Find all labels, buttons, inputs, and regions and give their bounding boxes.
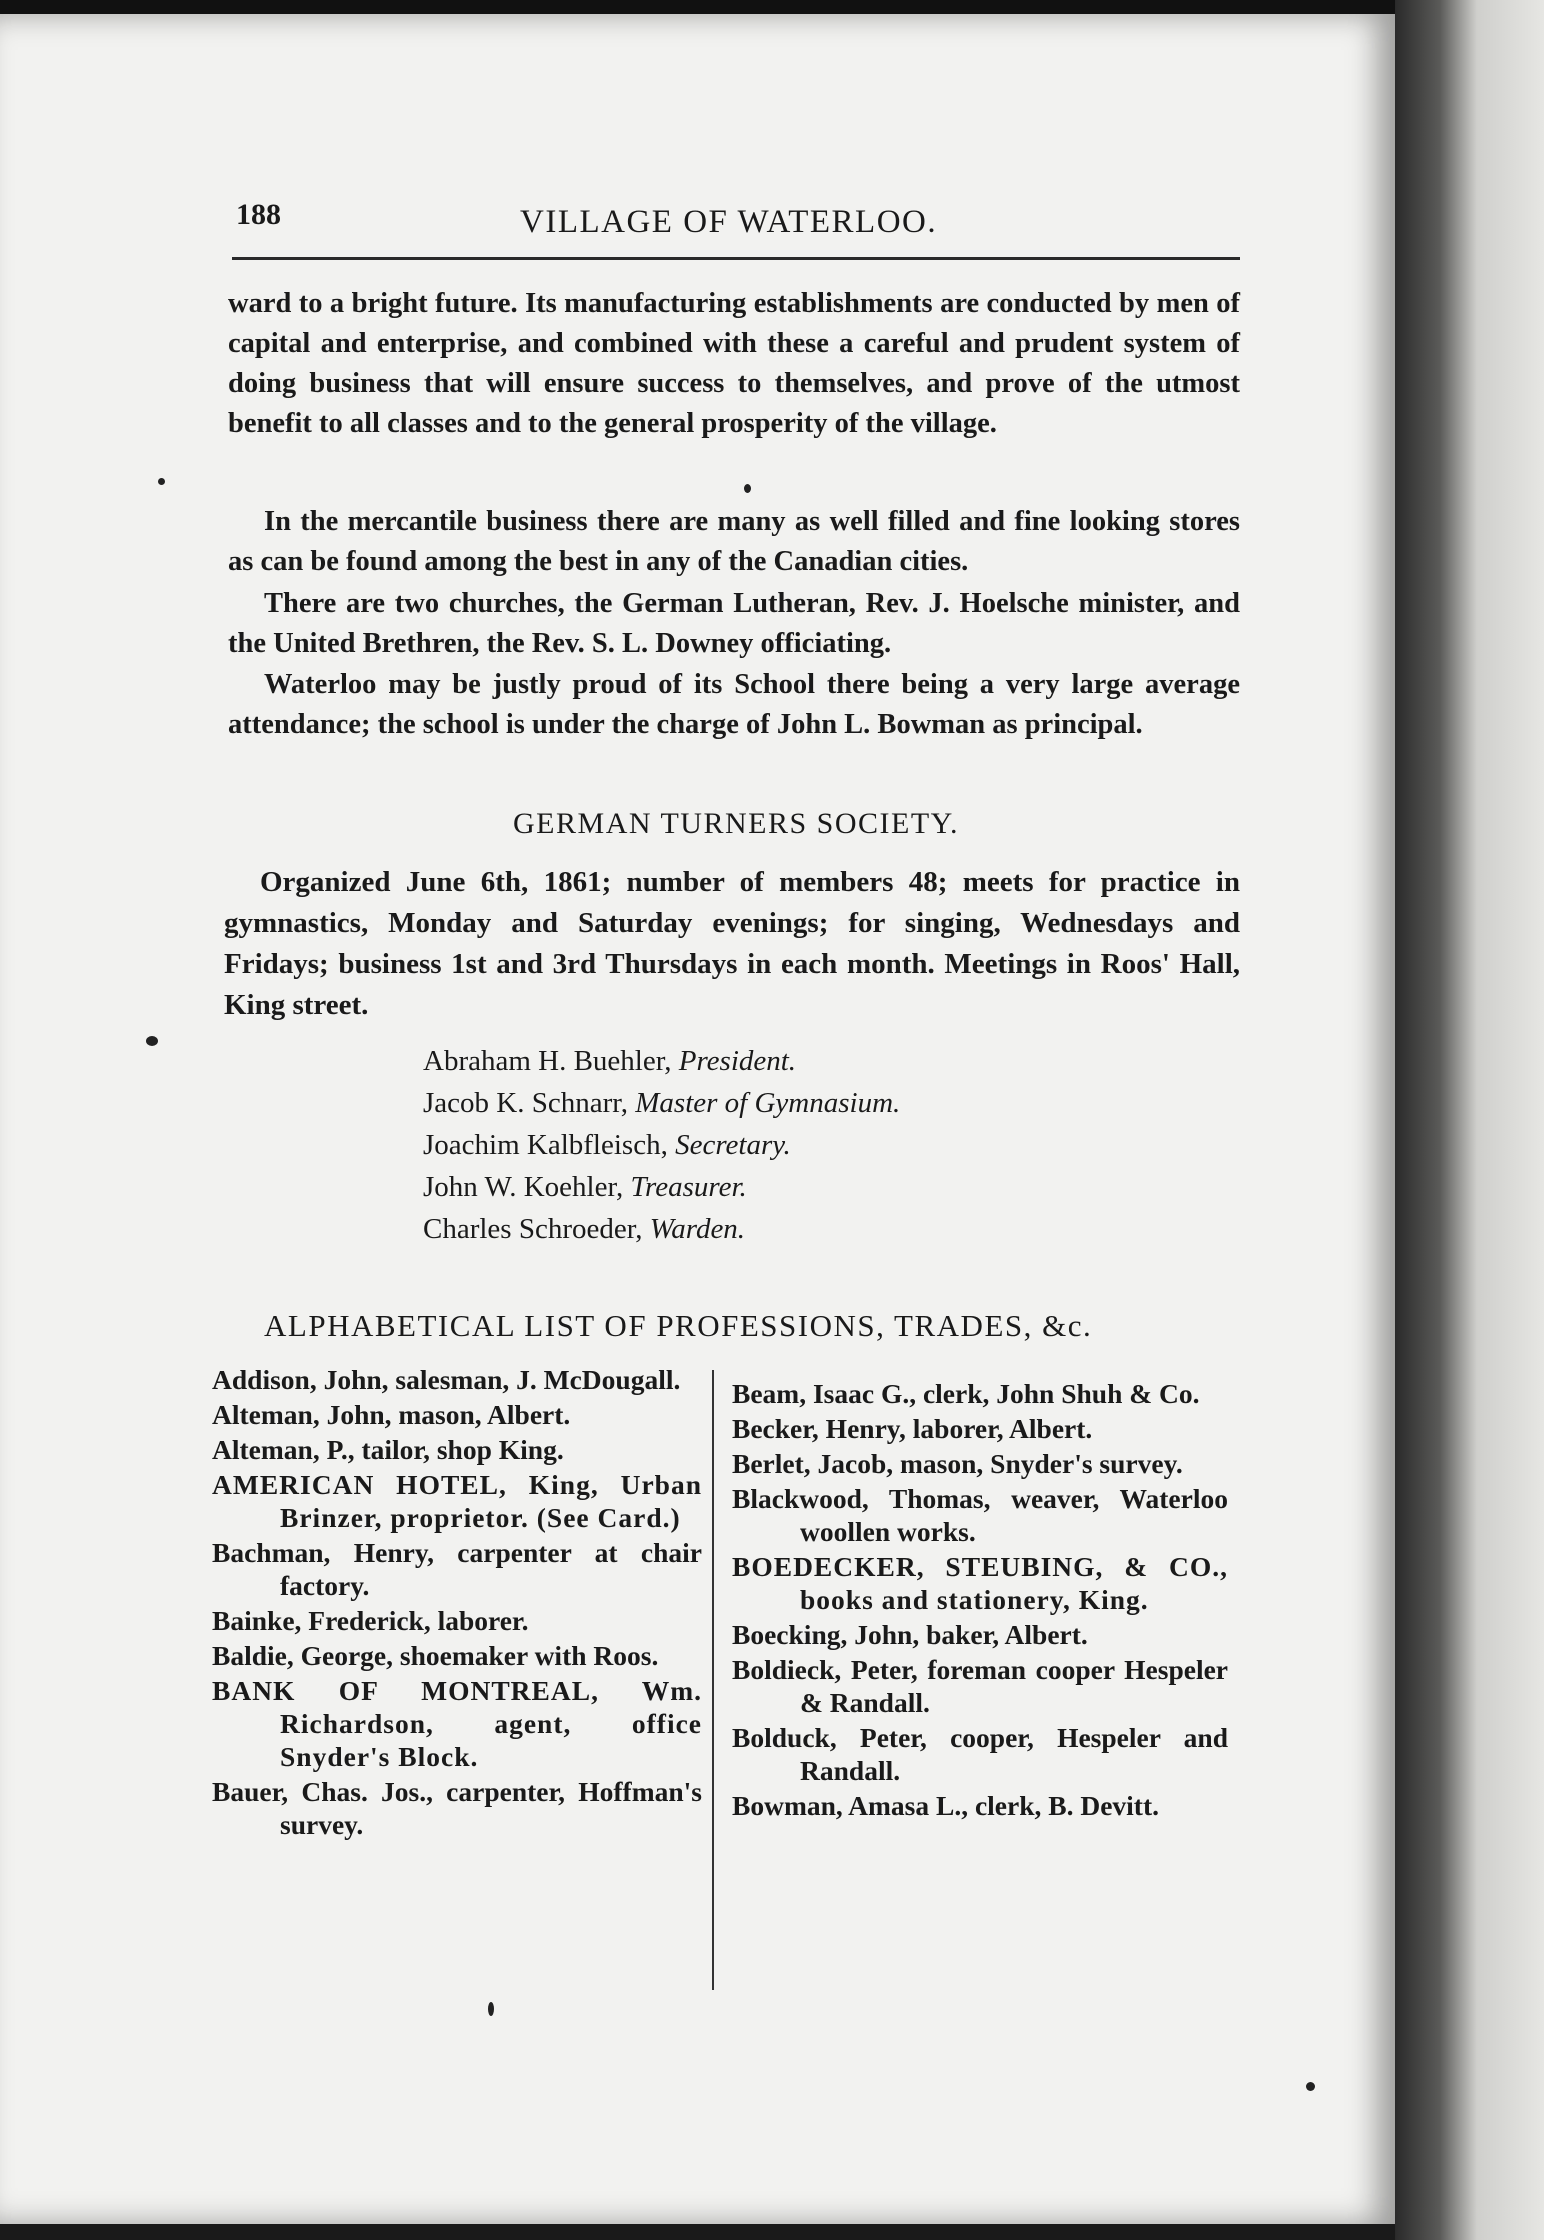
directory-entry: Bowman, Amasa L., clerk, B. Devitt. xyxy=(732,1790,1159,1821)
directory-entry: AMERICAN HOTEL, King, Urban Brinzer, proprietor. (See Card.) xyxy=(212,1469,702,1533)
society-description: Organized June 6th, 1861; number of members 48; meets for practice in gymnastics, Monday and Saturday evenings; for singing, Wednesdays and Fridays; business 1st and 3rd Thursdays in each month. Meetings in Roos' Hall, King street. xyxy=(224,866,1240,1021)
directory-entry: Boldieck, Peter, foreman cooper Hespeler & Randall. xyxy=(732,1654,1228,1718)
officer-title: Secretary. xyxy=(675,1129,791,1161)
officer-title: Master of Gymnasium. xyxy=(635,1087,901,1119)
ink-speck xyxy=(1306,2082,1315,2091)
column-divider xyxy=(712,1370,714,1990)
officer-name: Abraham H. Buehler, xyxy=(423,1045,672,1077)
officer-name: Jacob K. Schnarr, xyxy=(423,1087,628,1119)
running-title: VILLAGE OF WATERLOO. xyxy=(520,204,938,240)
society-heading: GERMAN TURNERS SOCIETY. xyxy=(513,807,959,840)
officer-name: John W. Koehler, xyxy=(423,1171,624,1203)
directory-entry: Becker, Henry, laborer, Albert. xyxy=(732,1413,1093,1444)
directory-entry: Baldie, George, shoemaker with Roos. xyxy=(212,1640,659,1671)
directory-entry: Bauer, Chas. Jos., carpenter, Hoffman's survey. xyxy=(212,1776,702,1840)
directory-entry: Blackwood, Thomas, weaver, Waterloo woollen works. xyxy=(732,1483,1228,1547)
directory-entry: Bainke, Frederick, laborer. xyxy=(212,1605,529,1636)
ink-speck xyxy=(488,2002,494,2016)
paragraph-school: Waterloo may be justly proud of its School there being a very large average attendance; the school is under the charge of John L. Bowman as principal. xyxy=(228,669,1240,740)
directory-entry: BANK OF MONTREAL, Wm. Richardson, agent, office Snyder's Block. xyxy=(212,1675,702,1772)
book-spine-edge xyxy=(1395,0,1544,2240)
directory-entry: Berlet, Jacob, mason, Snyder's survey. xyxy=(732,1448,1183,1479)
officer-title: Warden. xyxy=(649,1213,746,1245)
directory-entry: Boecking, John, baker, Albert. xyxy=(732,1619,1088,1650)
officer-title: President. xyxy=(678,1045,797,1077)
directory-entry: Bolduck, Peter, cooper, Hespeler and Randall. xyxy=(732,1722,1228,1786)
directory-entry: Alteman, P., tailor, shop King. xyxy=(212,1434,564,1465)
directory-entry: BOEDECKER, STEUBING, & CO., books and stationery, King. xyxy=(732,1551,1228,1615)
officer-entry xyxy=(423,1040,900,1082)
officer-name: Joachim Kalbfleisch, xyxy=(423,1129,668,1161)
directory-right-column xyxy=(732,1377,1228,1824)
paragraph-churches: There are two churches, the German Lutheran, Rev. J. Hoelsche minister, and the United Brethren, the Rev. S. L. Downey officiating. xyxy=(228,588,1240,659)
directory-heading: ALPHABETICAL LIST OF PROFESSIONS, TRADES, &c. xyxy=(264,1308,1093,1343)
directory-entry: Bachman, Henry, carpenter at chair factory. xyxy=(212,1537,702,1601)
paragraph-future: ward to a bright future. Its manufacturing establishments are conducted by men of capital and enterprise, and combined with these a careful and prudent system of doing business that will ensure success to themselves, and prove of the utmost benefit to all classes and to the general prosperity of the village. xyxy=(228,288,1240,439)
officer-entry xyxy=(423,1208,900,1250)
directory-entry: Beam, Isaac G., clerk, John Shuh & Co. xyxy=(732,1378,1200,1409)
officer-entry xyxy=(423,1166,900,1208)
ink-speck xyxy=(744,484,751,493)
officer-list xyxy=(423,1040,900,1250)
officer-entry xyxy=(423,1082,900,1124)
officer-entry xyxy=(423,1124,900,1166)
header-rule xyxy=(232,257,1240,260)
directory-entry: Addison, John, salesman, J. McDougall. xyxy=(212,1364,681,1395)
paragraph-mercantile: In the mercantile business there are many as well filled and fine looking stores as can be found among the best in any of the Canadian cities. xyxy=(228,506,1240,577)
ink-speck xyxy=(146,1036,158,1046)
directory-left-column xyxy=(212,1363,702,1843)
page-number: 188 xyxy=(236,198,281,231)
ink-speck xyxy=(158,478,165,485)
scan-top-border xyxy=(0,0,1544,14)
directory-entry: Alteman, John, mason, Albert. xyxy=(212,1399,571,1430)
officer-title: Treasurer. xyxy=(630,1171,747,1203)
officer-name: Charles Schroeder, xyxy=(423,1213,643,1245)
